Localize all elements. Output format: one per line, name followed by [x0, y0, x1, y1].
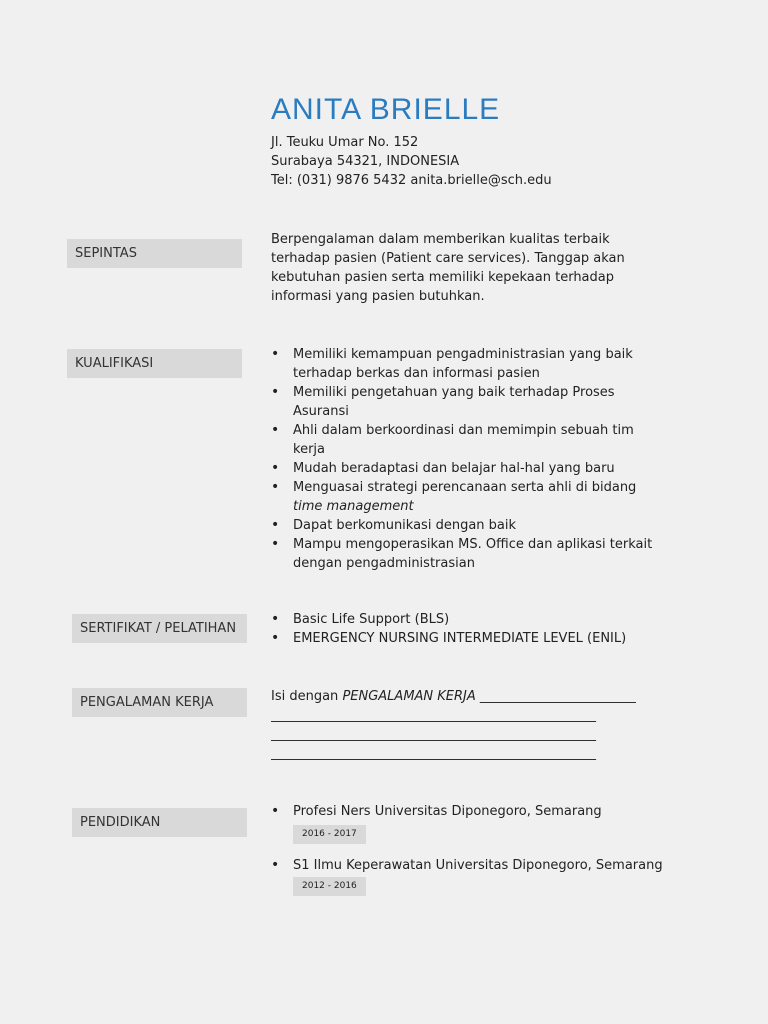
section-label-pengalaman: PENGALAMAN KERJA — [72, 688, 247, 717]
sertifikat-list — [271, 610, 671, 648]
pengalaman-first-line — [271, 687, 646, 706]
list-item: • EMERGENCY NURSING INTERMEDIATE LEVEL (ENIL) — [271, 629, 671, 648]
sepintas-line: Berpengalaman dalam memberikan kualitas terbaik — [271, 232, 610, 247]
sepintas-line: terhadap pasien (Patient care services). Tanggap akan — [271, 251, 625, 266]
blank-line: __________________________________________________ — [271, 746, 596, 761]
pengalaman-prefix: Isi dengan — [271, 689, 343, 704]
section-label-pendidikan: PENDIDIKAN — [72, 808, 247, 837]
contact-line: Tel: (031) 9876 5432 anita.brielle@sch.edu — [271, 173, 552, 188]
list-item-text: Asuransi — [293, 404, 349, 419]
list-item-text: • Dapat berkomunikasi dengan baik — [293, 518, 517, 533]
sepintas-line: kebutuhan pasien serta memiliki kepekaan terhadap — [271, 270, 614, 285]
list-item — [271, 478, 671, 516]
kualifikasi-list — [271, 345, 671, 573]
blank-line: __________________________________________________ — [271, 727, 596, 742]
list-item — [271, 383, 671, 421]
list-item-text: • Memiliki pengetahuan yang baik terhadap Proses — [293, 385, 615, 400]
list-item — [271, 856, 691, 896]
section-label-kualifikasi: KUALIFIKASI — [67, 349, 242, 378]
pengalaman-content — [271, 687, 646, 763]
list-item: • Basic Life Support (BLS) — [271, 610, 671, 629]
list-item — [271, 421, 671, 459]
education-years-badge: 2012 - 2016 — [293, 877, 366, 896]
pengalaman-emphasis: PENGALAMAN KERJA — [342, 689, 476, 704]
blank-line: __________________________________________________ — [271, 708, 596, 723]
pendidikan-list — [271, 802, 691, 906]
list-item — [271, 802, 691, 844]
section-label-sepintas: SEPINTAS — [67, 239, 242, 268]
education-years-badge: 2016 - 2017 — [293, 825, 366, 844]
section-label-sertifikat: SERTIFIKAT / PELATIHAN — [72, 614, 247, 643]
list-item — [271, 535, 671, 573]
address-line-1: Jl. Teuku Umar No. 152 — [271, 135, 419, 150]
education-title: • S1 Ilmu Keperawatan Universitas Diponegoro, Semarang — [293, 858, 663, 873]
list-item-text: • Mudah beradaptasi dan belajar hal-hal yang baru — [293, 461, 615, 476]
list-item-text-italic: time management — [293, 499, 414, 514]
list-item — [271, 459, 671, 478]
contact-block — [271, 133, 552, 190]
list-item-text: kerja — [293, 442, 325, 457]
list-item-text: terhadap berkas dan informasi pasien — [293, 366, 540, 381]
list-item-text: • Memiliki kemampuan pengadministrasian yang baik — [293, 347, 633, 362]
resume-name: ANITA BRIELLE — [271, 93, 501, 126]
sepintas-content — [271, 230, 671, 306]
address-line-2: Surabaya 54321, INDONESIA — [271, 154, 460, 169]
education-title: • Profesi Ners Universitas Diponegoro, Semarang — [293, 804, 602, 819]
list-item-text: • Menguasai strategi perencanaan serta ahli di bidang — [293, 480, 637, 495]
list-item-text: • Mampu mengoperasikan MS. Office dan aplikasi terkait — [293, 537, 653, 552]
list-item-text: dengan pengadministrasian — [293, 556, 475, 571]
list-item-text: • Ahli dalam berkoordinasi dan memimpin sebuah tim — [293, 423, 634, 438]
pengalaman-blank: ________________________ — [475, 689, 636, 704]
list-item — [271, 516, 671, 535]
list-item — [271, 345, 671, 383]
sepintas-line: informasi yang pasien butuhkan. — [271, 289, 485, 304]
